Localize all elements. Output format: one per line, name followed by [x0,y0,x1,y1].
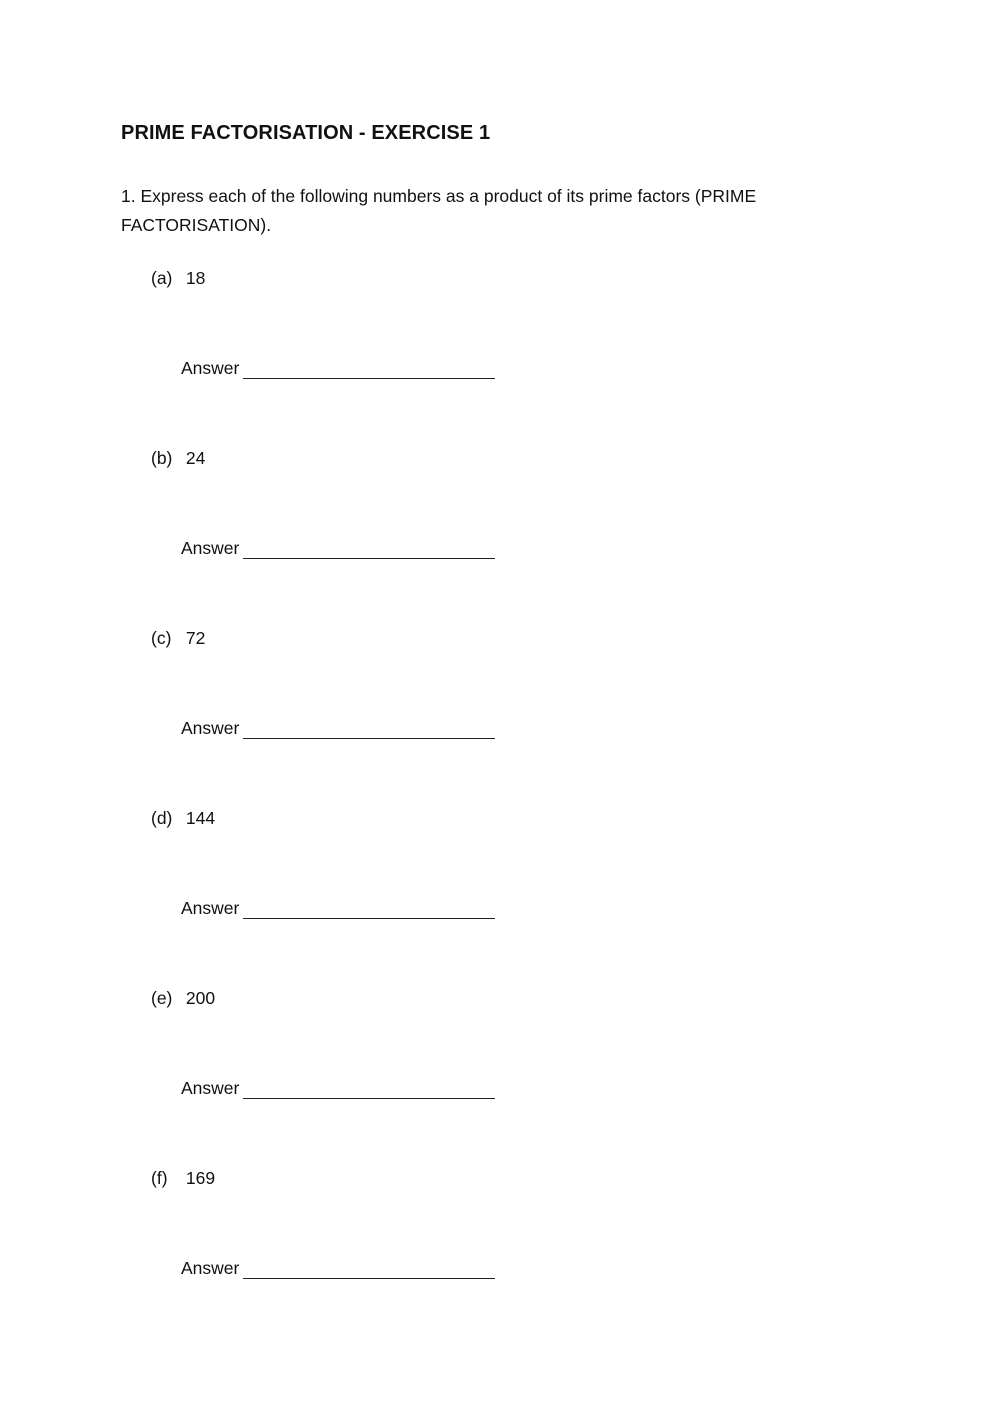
answer-line[interactable] [243,1260,495,1279]
answer-line[interactable] [243,720,495,739]
question-number: 169 [185,1168,216,1188]
answer-row-a [181,358,495,379]
question-f [151,1168,215,1189]
question-number: 24 [185,448,206,468]
question-label: (d) [151,808,173,828]
answer-row-e [181,1078,495,1099]
question-c [151,628,205,649]
question-number: 144 [185,808,216,828]
answer-row-b [181,538,495,559]
answer-line[interactable] [243,900,495,919]
question-label: (f) [151,1168,168,1188]
question-number: 72 [185,628,206,648]
page-title: PRIME FACTORISATION - EXERCISE 1 [121,122,491,144]
instruction-text: 1. Express each of the following numbers as a product of its prime factors (PRIME FACTORISATION). [121,186,757,235]
answer-label: Answer [181,358,240,378]
answer-row-c [181,718,495,739]
answer-label: Answer [181,1078,240,1098]
answer-line[interactable] [243,540,495,559]
answer-label: Answer [181,718,240,738]
answer-line[interactable] [243,1080,495,1099]
question-label: (c) [151,628,172,648]
answer-label: Answer [181,538,240,558]
question-label: (e) [151,988,173,1008]
answer-label: Answer [181,898,240,918]
answer-row-d [181,898,495,919]
question-e [151,988,215,1009]
question-number: 200 [185,988,216,1008]
answer-row-f [181,1258,495,1279]
question-b [151,448,205,469]
question-number: 18 [185,268,206,288]
answer-label: Answer [181,1258,240,1278]
question-label: (a) [151,268,173,288]
question-a [151,268,205,289]
question-d [151,808,215,829]
question-label: (b) [151,448,173,468]
answer-line[interactable] [243,360,495,379]
